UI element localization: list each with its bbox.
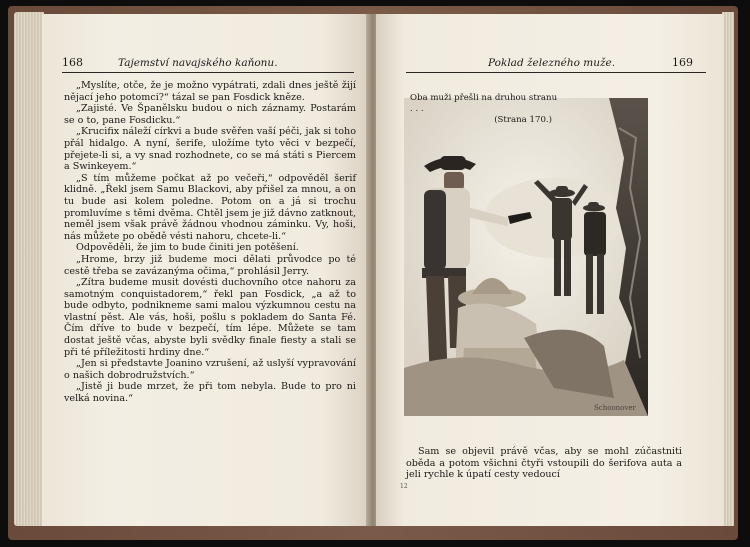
- paragraph: Odpověděli, že jim to bude činiti jen potěšení.: [76, 242, 299, 254]
- left-page-body: [64, 80, 356, 405]
- paragraph: „Zítra budeme musit dovésti duchovního otce nahoru za samotným conquistadorem,“ řekl pan Fosdick, „a až to bude odbyto, podnikneme sami malou výzkumnou cestu na vlastní pěst. Ale vás, hoši, pošlu s pokladem do Santa Fé. Čím dříve to bude v bezpečí, tím lépe. Můžete se tam dostat ještě včas, abyste byli svědky finale fiesty a stali se při té příležitosti hrdiny dne.“: [64, 277, 356, 358]
- right-page: [376, 14, 724, 526]
- left-page: [42, 14, 372, 526]
- paragraph: „Jen si představte Joanino vzrušení, až uslyší vypravování o našich dobrodružstvích.“: [64, 358, 356, 381]
- page-edges-left: [14, 12, 44, 526]
- paragraph: „Krucifix náleží církvi a bude svěřen vaší péči, jak si toho přál hidalgo. A nyní, šerife, uložíme tyto věci v bezpečí, přejete-li si, a vy snad rozhodnete, co se má státi s Piercem a Swinkeyem.“: [64, 126, 356, 173]
- left-running-title: Tajemství navajského kaňonu.: [118, 57, 278, 69]
- caption-text: Oba muži přešli na druhou stranu . . .: [410, 93, 558, 114]
- paragraph: „Hrome, brzy již budeme moci dělati průvodce po té cestě třeba se zavázanýma očima,“ prohlásil Jerry.: [64, 253, 356, 277]
- svg-text:Schoonover: Schoonover: [594, 404, 636, 412]
- right-page-body: [406, 446, 682, 481]
- illustration-drawing: [404, 98, 648, 416]
- paragraph: „Zajisté. Ve Španělsku budou o nich záznamy. Postarám se o to, pane Fosdicku.“: [64, 103, 356, 126]
- western-illustration: [404, 98, 648, 416]
- illustration-caption: [410, 93, 560, 126]
- caption-page-ref: (Strana 170.): [494, 115, 552, 125]
- paragraph: „Jistě ji bude mrzet, že při tom nebyla. Bude to pro ni velká novina.“: [64, 381, 356, 405]
- right-page-header: [406, 56, 706, 73]
- right-running-title: Poklad železného muže.: [488, 57, 616, 69]
- paragraph: „Myslíte, otče, že je možno vypátrati, zdali dnes ještě žijí nějací jeho potomci?“ tázal se pan Fosdick kněze.: [64, 80, 356, 103]
- paragraph: „S tím můžeme počkat až po večeři,“ odpověděl šerif klidně. „Řekl jsem Samu Blackovi, aby přišel za mnou, a on tu bude asi kolem poledne. Potom on a já si trochu promluvíme s těmi dvěma. Chtěl jsem je již dávno zatknout, neměl jsem však právě žádnou vhodnou záminku. Vy, hoši, nás můžete po obědě vésti nahoru, chcete-li.“: [64, 172, 356, 242]
- left-page-number: 168: [62, 56, 83, 69]
- right-page-number: 169: [672, 56, 693, 69]
- signature-mark: 12: [400, 483, 408, 490]
- left-page-header: [62, 56, 354, 73]
- paragraph: Sam se objevil právě včas, aby se mohl zúčastniti oběda a potom všichni čtyři vstoupili do šerifova auta a jeli rychle k úpatí cesty vedoucí: [406, 446, 682, 481]
